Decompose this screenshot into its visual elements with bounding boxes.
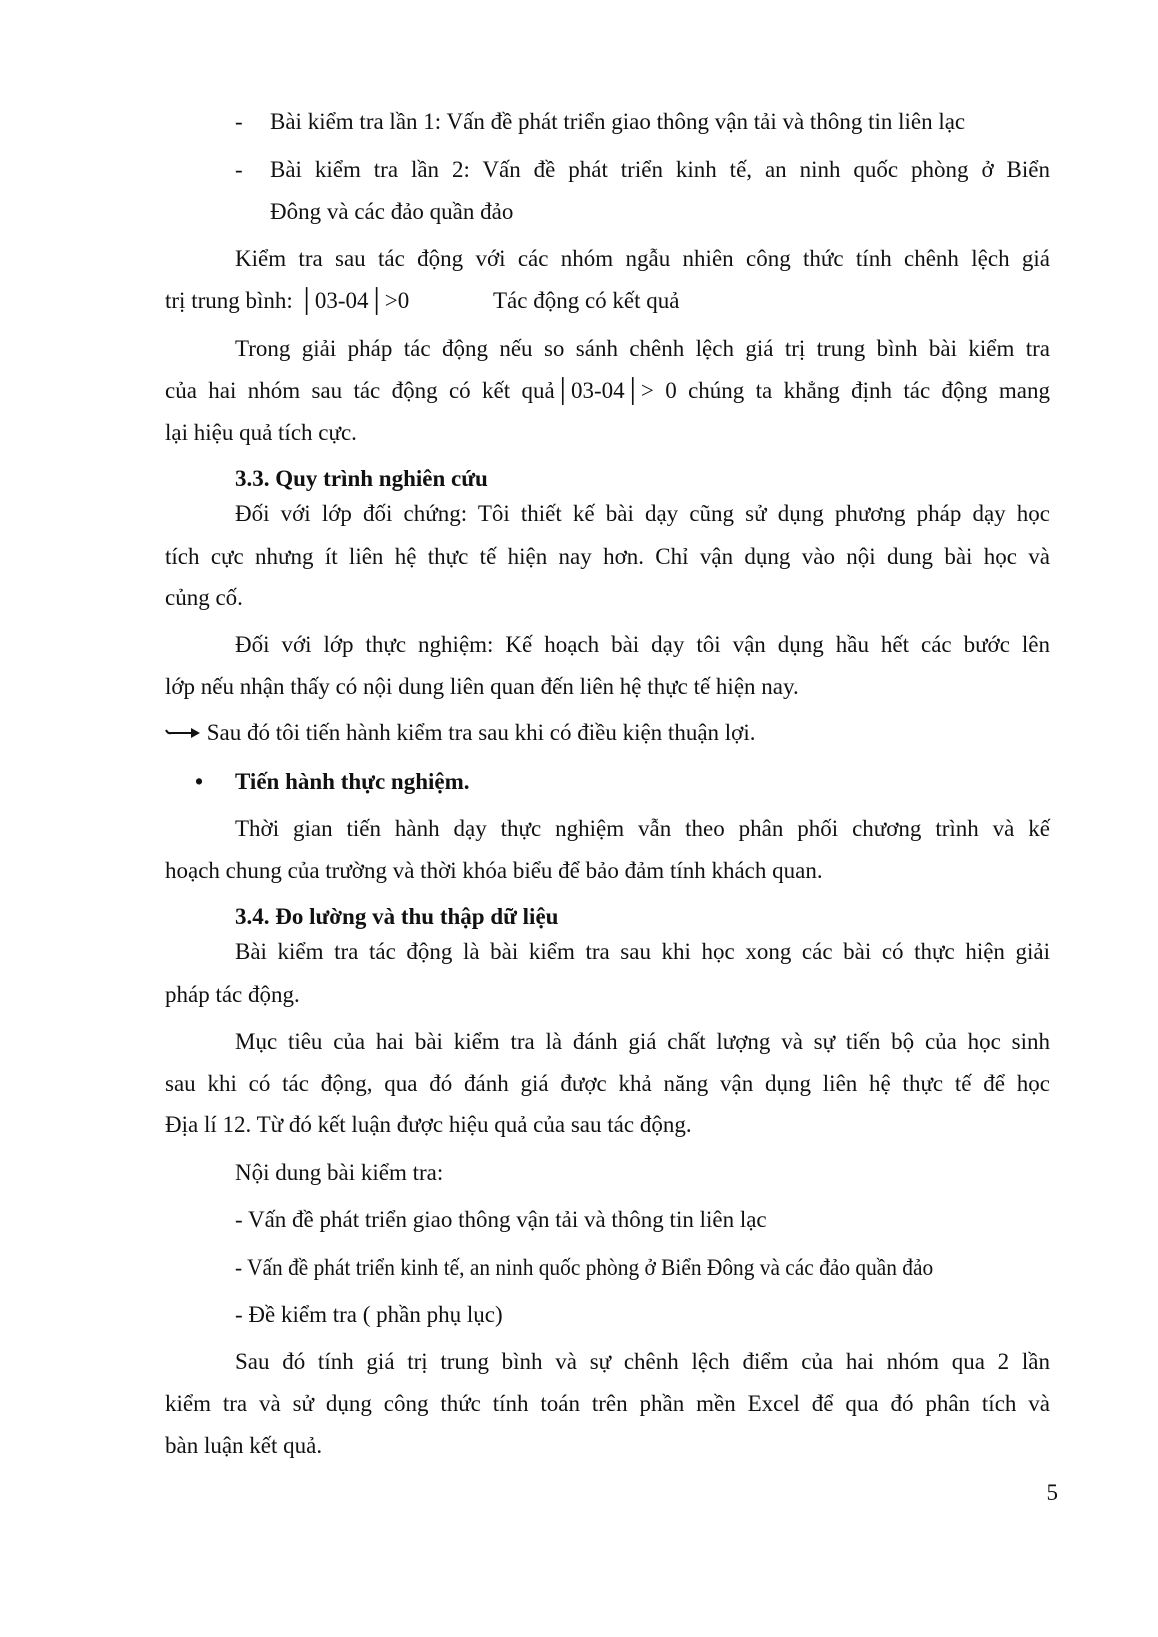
content-label: Nội dung bài kiểm tra:: [235, 1160, 444, 1185]
dash-item-continuation: Đông và các đảo quần đảo: [270, 199, 514, 224]
section-heading: 3.3. Quy trình nghiên cứu: [235, 466, 488, 491]
paragraph-line: Địa lí 12. Từ đó kết luận được hiệu quả của sau tác động.: [165, 1112, 692, 1137]
arrow-line-text: Sau đó tôi tiến hành kiểm tra sau khi có điều kiện thuận lợi.: [206, 720, 756, 745]
content-list-item: [235, 1256, 986, 1279]
page-number: 5: [1046, 1480, 1058, 1505]
paragraph-line: tích cực nhưng ít liên hệ thực tế hiện nay hơn. Chỉ vận dụng vào nội dung bài học và: [165, 544, 1050, 569]
bullet-marker: •: [195, 769, 204, 794]
paragraph-line: lớp nếu nhận thấy có nội dung liên quan đến liên hệ thực tế hiện nay.: [165, 674, 799, 699]
arrow-right-icon: [165, 725, 201, 741]
paragraph-line: Bài kiểm tra tác động là bài kiểm tra sau khi học xong các bài có thực hiện giải: [235, 939, 1050, 964]
paragraph-line: Sau đó tính giá trị trung bình và sự chênh lệch điểm của hai nhóm qua 2 lần: [235, 1349, 1050, 1374]
paragraph-line: bàn luận kết quả.: [165, 1433, 323, 1458]
paragraph-line: lại hiệu quả tích cực.: [165, 420, 357, 445]
paragraph-line: Kiểm tra sau tác động với các nhóm ngẫu nhiên công thức tính chênh lệch giá: [235, 246, 1050, 271]
paragraph-line: sau khi có tác động, qua đó đánh giá được khả năng vận dụng liên hệ thực tế để học: [165, 1071, 1050, 1096]
arrow-line: [165, 721, 755, 744]
content-list-item: - Vấn đề phát triển giao thông vận tải và thông tin liên lạc: [235, 1207, 767, 1232]
paragraph-line: Thời gian tiến hành dạy thực nghiệm vẫn theo phân phối chương trình và kế: [235, 816, 1050, 841]
paragraph-line: trị trung bình: │03-04│>0: [165, 288, 410, 313]
content-list-item: - Đề kiểm tra ( phần phụ lục): [235, 1302, 503, 1327]
paragraph-line: củng cố.: [165, 585, 243, 610]
paragraph-line-result: Tác động có kết quả: [493, 288, 680, 313]
paragraph-line: Mục tiêu của hai bài kiểm tra là đánh giá chất lượng và sự tiến bộ của học sinh: [235, 1029, 1050, 1054]
paragraph-line: kiểm tra và sử dụng công thức tính toán trên phần mền Excel để qua đó phân tích và: [165, 1391, 1050, 1416]
paragraph-line: Trong giải pháp tác động nếu so sánh chênh lệch giá trị trung bình bài kiểm tra: [235, 336, 1050, 361]
paragraph-line: Đối với lớp thực nghiệm: Kế hoạch bài dạy tôi vận dụng hầu hết các bước lên: [235, 632, 1050, 657]
paragraph-line: pháp tác động.: [165, 982, 300, 1007]
section-heading: 3.4. Đo lường và thu thập dữ liệu: [235, 904, 559, 929]
dash-item-text: Bài kiểm tra lần 1: Vấn đề phát triển giao thông vận tải và thông tin liên lạc: [270, 109, 966, 134]
dash-marker: -: [235, 157, 243, 182]
dash-item-text: Bài kiểm tra lần 2: Vấn đề phát triển kinh tế, an ninh quốc phòng ở Biển: [270, 157, 1050, 182]
paragraph-line: của hai nhóm sau tác động có kết quả│03-04│> 0 chúng ta khẳng định tác động mang: [165, 378, 1050, 403]
paragraph-line: hoạch chung của trường và thời khóa biểu để bảo đảm tính khách quan.: [165, 858, 823, 883]
content-list-item-text: - Vấn đề phát triển kinh tế, an ninh quốc phòng ở Biển Đông và các đảo quần đảo: [235, 1255, 934, 1280]
paragraph-line: Đối với lớp đối chứng: Tôi thiết kế bài dạy cũng sử dụng phương pháp dạy học: [235, 501, 1050, 526]
bullet-heading: Tiến hành thực nghiệm.: [235, 769, 470, 794]
dash-marker: -: [235, 109, 243, 134]
